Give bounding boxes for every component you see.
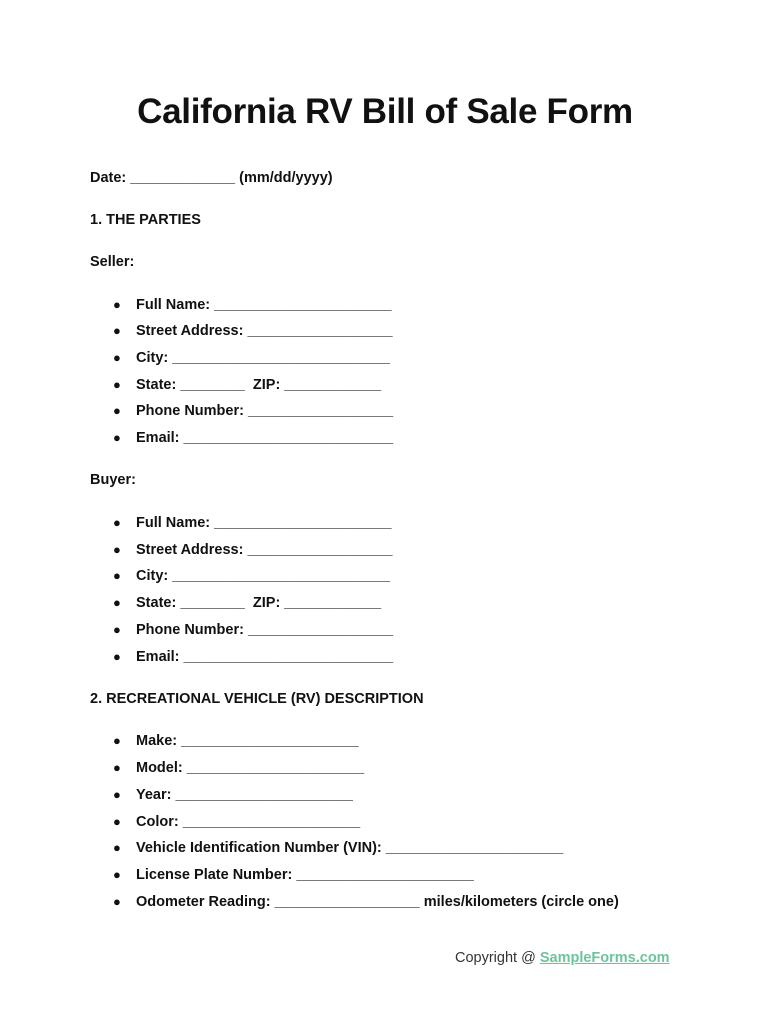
bullet-icon: ● bbox=[113, 814, 121, 829]
field-text: Email: __________________________ bbox=[136, 649, 394, 665]
rv-vin-field bbox=[113, 840, 563, 856]
seller-city-field bbox=[113, 350, 390, 366]
buyer-full-name-field bbox=[113, 515, 392, 531]
bullet-icon: ● bbox=[113, 515, 121, 530]
date-field: Date: _____________ (mm/dd/yyyy) bbox=[90, 170, 333, 186]
buyer-email-field bbox=[113, 649, 393, 665]
bullet-icon: ● bbox=[113, 542, 121, 557]
bullet-icon: ● bbox=[113, 760, 121, 775]
buyer-label: Buyer: bbox=[90, 472, 136, 488]
section-heading-rv-description: 2. RECREATIONAL VEHICLE (RV) DESCRIPTION bbox=[90, 691, 424, 707]
bullet-icon: ● bbox=[113, 867, 121, 882]
bullet-icon: ● bbox=[113, 297, 121, 312]
bullet-icon: ● bbox=[113, 377, 121, 392]
bullet-icon: ● bbox=[113, 649, 121, 664]
field-text: Model: ______________________ bbox=[136, 760, 365, 776]
seller-label: Seller: bbox=[90, 254, 135, 270]
buyer-phone-field bbox=[113, 622, 393, 638]
bullet-icon: ● bbox=[113, 430, 121, 445]
field-text: Street Address: __________________ bbox=[136, 542, 393, 558]
field-text: Street Address: __________________ bbox=[136, 323, 393, 339]
bullet-icon: ● bbox=[113, 595, 121, 610]
rv-license-plate-field bbox=[113, 867, 474, 883]
field-text: State: ________ ZIP: ____________ bbox=[136, 377, 382, 393]
bullet-icon: ● bbox=[113, 350, 121, 365]
bullet-icon: ● bbox=[113, 733, 121, 748]
bullet-icon: ● bbox=[113, 403, 121, 418]
rv-odometer-field bbox=[113, 894, 619, 910]
rv-year-field bbox=[113, 787, 353, 803]
field-text: License Plate Number: ______________________ bbox=[136, 867, 474, 883]
field-text: Phone Number: __________________ bbox=[136, 403, 394, 419]
rv-color-field bbox=[113, 814, 360, 830]
field-text: City: ___________________________ bbox=[136, 568, 390, 584]
bullet-icon: ● bbox=[113, 787, 121, 802]
field-text: Vehicle Identification Number (VIN): ______________________ bbox=[136, 840, 564, 856]
copyright-prefix: Copyright @ bbox=[455, 950, 540, 966]
buyer-street-address-field bbox=[113, 542, 393, 558]
field-text: Color: ______________________ bbox=[136, 814, 361, 830]
field-text: Year: ______________________ bbox=[136, 787, 353, 803]
bullet-icon: ● bbox=[113, 568, 121, 583]
field-text: Full Name: ______________________ bbox=[136, 515, 392, 531]
buyer-city-field bbox=[113, 568, 390, 584]
seller-state-zip-field bbox=[113, 377, 381, 393]
bullet-icon: ● bbox=[113, 622, 121, 637]
rv-model-field bbox=[113, 760, 364, 776]
seller-phone-field bbox=[113, 403, 393, 419]
section-heading-parties: 1. THE PARTIES bbox=[90, 212, 201, 228]
field-text: Email: __________________________ bbox=[136, 430, 394, 446]
field-text: City: ___________________________ bbox=[136, 350, 390, 366]
buyer-state-zip-field bbox=[113, 595, 381, 611]
field-text: Phone Number: __________________ bbox=[136, 622, 394, 638]
seller-street-address-field bbox=[113, 323, 393, 339]
bullet-icon: ● bbox=[113, 323, 121, 338]
bullet-icon: ● bbox=[113, 840, 121, 855]
field-text: State: ________ ZIP: ____________ bbox=[136, 595, 382, 611]
page-title: California RV Bill of Sale Form bbox=[137, 92, 633, 131]
bullet-icon: ● bbox=[113, 894, 121, 909]
rv-make-field bbox=[113, 733, 359, 749]
copyright-footer bbox=[455, 950, 670, 966]
seller-email-field bbox=[113, 430, 393, 446]
seller-full-name-field bbox=[113, 297, 392, 313]
field-text: Make: ______________________ bbox=[136, 733, 359, 749]
sampleforms-link[interactable]: SampleForms.com bbox=[539, 950, 670, 966]
field-text: Full Name: ______________________ bbox=[136, 297, 392, 313]
field-text: Odometer Reading: __________________ miles/kilometers (circle one) bbox=[136, 894, 619, 910]
